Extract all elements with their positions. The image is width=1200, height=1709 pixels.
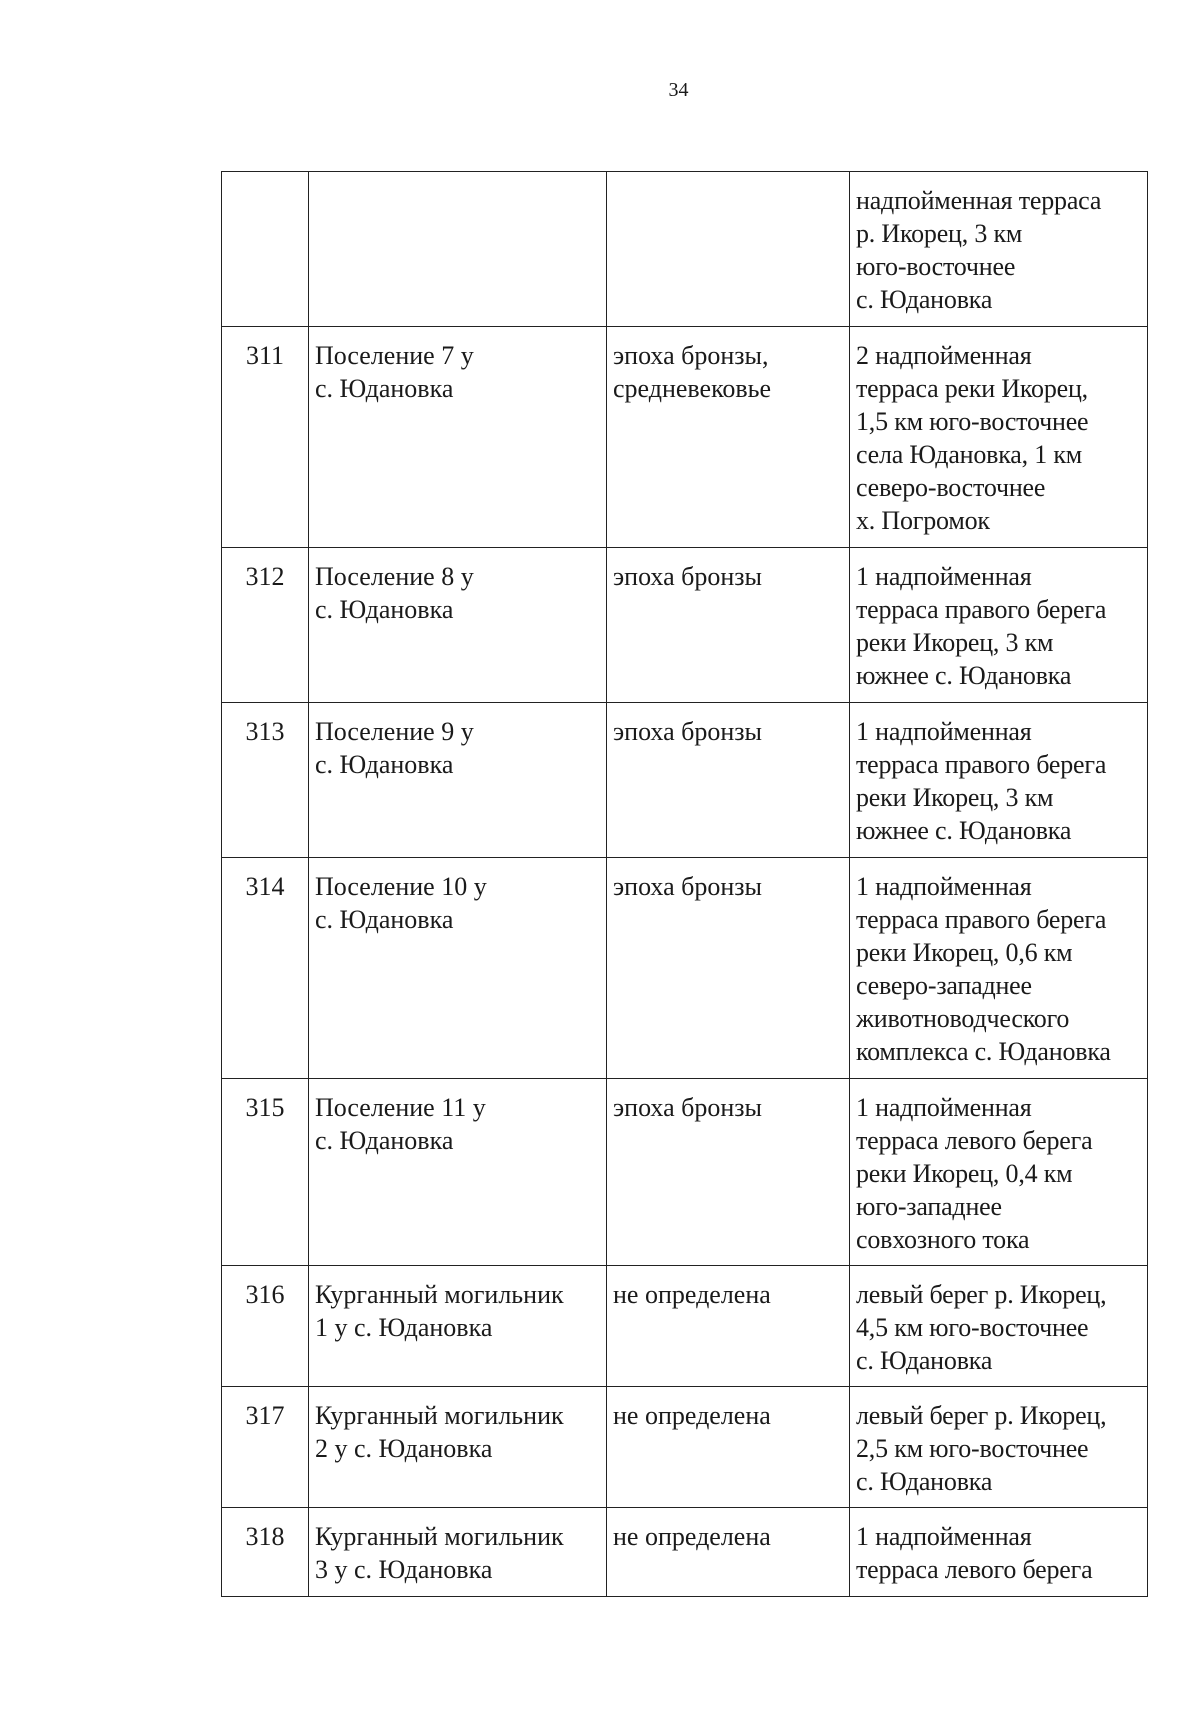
location-cell: надпойменная терраса р. Икорец, 3 км юго-восточнее с. Юдановка (850, 172, 1148, 327)
location-cell: левый берег р. Икорец, 2,5 км юго-восточнее с. Юдановка (850, 1387, 1148, 1508)
location-cell: 1 надпойменная терраса левого берега реки Икорец, 0,4 км юго-западнее совхозного тока (850, 1079, 1148, 1266)
dating-cell: не определена (607, 1266, 850, 1387)
table-row (222, 548, 1148, 703)
location-cell: 2 надпойменная терраса реки Икорец, 1,5 км юго-восточнее села Юдановка, 1 км северо-восточнее х. Погромок (850, 327, 1148, 548)
location-cell: 1 надпойменная терраса правого берега реки Икорец, 3 км южнее с. Юдановка (850, 703, 1148, 858)
dating-cell: эпоха бронзы (607, 548, 850, 703)
row-number-cell: 314 (222, 858, 309, 1079)
dating-cell (607, 172, 850, 327)
site-name-cell: Курганный могильник 3 у с. Юдановка (309, 1508, 607, 1597)
table-row (222, 327, 1148, 548)
table-row (222, 172, 1148, 327)
row-number-cell: 317 (222, 1387, 309, 1508)
site-name-cell: Поселение 7 у с. Юдановка (309, 327, 607, 548)
dating-cell: не определена (607, 1508, 850, 1597)
table-row (222, 858, 1148, 1079)
row-number-cell: 312 (222, 548, 309, 703)
site-name-cell: Поселение 9 у с. Юдановка (309, 703, 607, 858)
dating-cell: эпоха бронзы (607, 858, 850, 1079)
site-name-cell: Поселение 8 у с. Юдановка (309, 548, 607, 703)
row-number-cell: 315 (222, 1079, 309, 1266)
dating-cell: эпоха бронзы (607, 703, 850, 858)
table-row (222, 1508, 1148, 1597)
location-cell: 1 надпойменная терраса левого берега (850, 1508, 1148, 1597)
site-name-cell: Курганный могильник 2 у с. Юдановка (309, 1387, 607, 1508)
row-number-cell: 318 (222, 1508, 309, 1597)
location-cell: 1 надпойменная терраса правого берега реки Икорец, 0,6 км северо-западнее животноводческого комплекса с. Юдановка (850, 858, 1148, 1079)
dating-cell: эпоха бронзы, средневековье (607, 327, 850, 548)
table-row (222, 1387, 1148, 1508)
site-name-cell: Курганный могильник 1 у с. Юдановка (309, 1266, 607, 1387)
table-row (222, 1079, 1148, 1266)
row-number-cell (222, 172, 309, 327)
location-cell: 1 надпойменная терраса правого берега реки Икорец, 3 км южнее с. Юдановка (850, 548, 1148, 703)
page-number: 34 (668, 79, 689, 101)
location-cell: левый берег р. Икорец, 4,5 км юго-восточнее с. Юдановка (850, 1266, 1148, 1387)
site-name-cell (309, 172, 607, 327)
site-name-cell: Поселение 11 у с. Юдановка (309, 1079, 607, 1266)
row-number-cell: 313 (222, 703, 309, 858)
row-number-cell: 311 (222, 327, 309, 548)
row-number-cell: 316 (222, 1266, 309, 1387)
heritage-sites-table (221, 171, 1148, 1597)
site-name-cell: Поселение 10 у с. Юдановка (309, 858, 607, 1079)
table-row (222, 1266, 1148, 1387)
dating-cell: не определена (607, 1387, 850, 1508)
table-row (222, 703, 1148, 858)
dating-cell: эпоха бронзы (607, 1079, 850, 1266)
